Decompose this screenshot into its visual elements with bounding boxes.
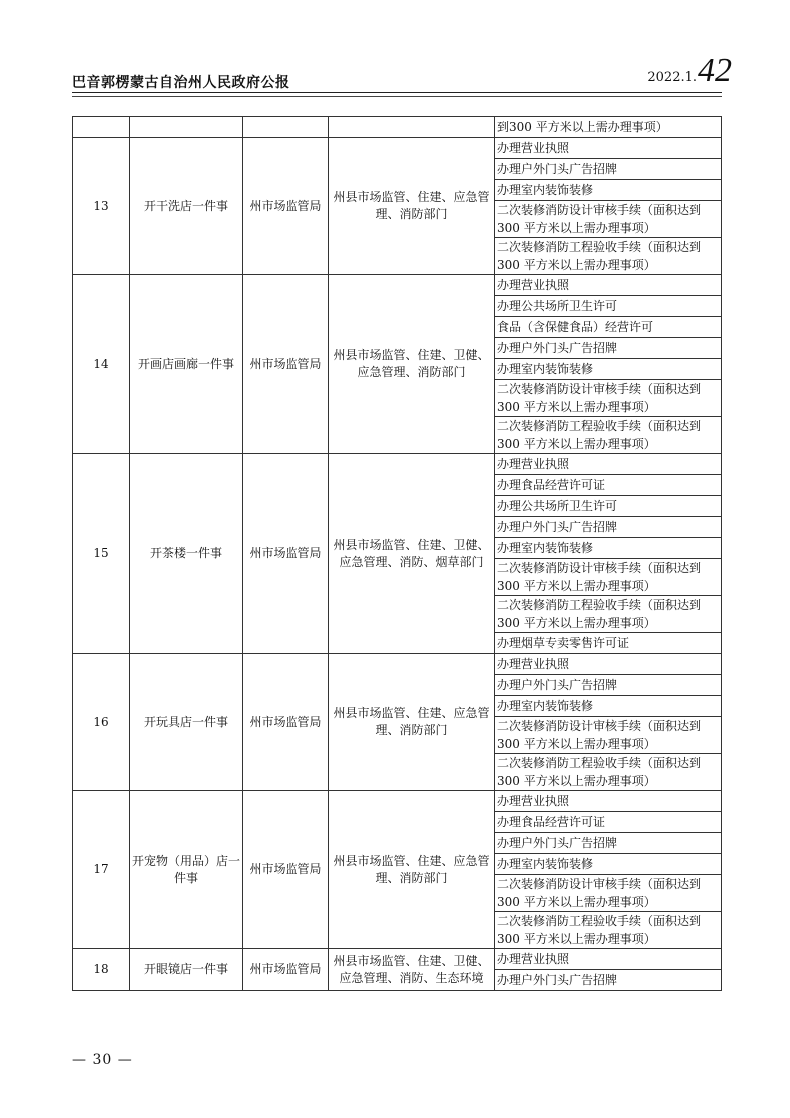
sub-item: 办理室内装饰装修 <box>495 696 722 717</box>
sub-item: 二次装修消防工程验收手续（面积达到300 平方米以上需办理事项） <box>495 417 722 454</box>
matter-name: 开干洗店一件事 <box>130 138 243 275</box>
row-number: 14 <box>73 275 130 454</box>
table-body <box>73 117 722 991</box>
lead-department: 州市场监管局 <box>243 275 329 454</box>
sub-item: 食品（含保健食品）经营许可 <box>495 317 722 338</box>
cooperating-departments: 州县市场监管、住建、应急管理、消防部门 <box>329 654 495 791</box>
header-rule <box>72 92 722 93</box>
issue-info <box>647 54 732 88</box>
matters-table <box>72 116 722 991</box>
matter-name: 开眼镜店一件事 <box>130 949 243 991</box>
sub-item: 办理食品经营许可证 <box>495 812 722 833</box>
sub-item: 二次装修消防设计审核手续（面积达到300 平方米以上需办理事项） <box>495 380 722 417</box>
cooperating-departments: 州县市场监管、住建、应急管理、消防部门 <box>329 138 495 275</box>
matter-name: 开画店画廊一件事 <box>130 275 243 454</box>
table-row <box>73 654 722 675</box>
table-row <box>73 275 722 296</box>
table-row <box>73 454 722 475</box>
lead-department: 州市场监管局 <box>243 454 329 654</box>
sub-item: 办理户外门头广告招牌 <box>495 517 722 538</box>
sub-item: 办理户外门头广告招牌 <box>495 833 722 854</box>
sub-item: 办理营业执照 <box>495 791 722 812</box>
sub-item: 二次装修消防设计审核手续（面积达到300 平方米以上需办理事项） <box>495 201 722 238</box>
sub-item: 二次装修消防工程验收手续（面积达到300 平方米以上需办理事项） <box>495 238 722 275</box>
sub-item: 办理营业执照 <box>495 654 722 675</box>
matter-name: 开茶楼一件事 <box>130 454 243 654</box>
sub-item: 二次装修消防设计审核手续（面积达到300 平方米以上需办理事项） <box>495 717 722 754</box>
cooperating-departments: 州县市场监管、住建、应急管理、消防部门 <box>329 791 495 949</box>
matter-name <box>130 117 243 138</box>
table-row <box>73 138 722 159</box>
lead-department: 州市场监管局 <box>243 654 329 791</box>
row-number: 17 <box>73 791 130 949</box>
page-number: — 30 — <box>72 1052 133 1068</box>
sub-item: 办理公共场所卫生许可 <box>495 296 722 317</box>
lead-department <box>243 117 329 138</box>
sub-item: 办理营业执照 <box>495 138 722 159</box>
row-number: 13 <box>73 138 130 275</box>
sub-item: 二次装修消防工程验收手续（面积达到300 平方米以上需办理事项） <box>495 596 722 633</box>
cooperating-departments <box>329 117 495 138</box>
lead-department: 州市场监管局 <box>243 138 329 275</box>
sub-item: 办理营业执照 <box>495 275 722 296</box>
row-number: 16 <box>73 654 130 791</box>
sub-item: 二次装修消防设计审核手续（面积达到300 平方米以上需办理事项） <box>495 875 722 912</box>
table-row <box>73 949 722 970</box>
sub-item: 办理户外门头广告招牌 <box>495 970 722 991</box>
cooperating-departments: 州县市场监管、住建、卫健、应急管理、消防、生态环境 <box>329 949 495 991</box>
header-rule-thin <box>72 96 722 97</box>
sub-item: 二次装修消防设计审核手续（面积达到300 平方米以上需办理事项） <box>495 559 722 596</box>
sub-item: 到300 平方米以上需办理事项） <box>495 117 722 138</box>
sub-item: 办理营业执照 <box>495 454 722 475</box>
sub-item: 办理户外门头广告招牌 <box>495 675 722 696</box>
issue-date: 2022.1. <box>647 70 697 85</box>
sub-item: 办理室内装饰装修 <box>495 854 722 875</box>
sub-item: 办理室内装饰装修 <box>495 180 722 201</box>
sub-item: 办理营业执照 <box>495 949 722 970</box>
row-number: 18 <box>73 949 130 991</box>
sub-item: 办理食品经营许可证 <box>495 475 722 496</box>
lead-department: 州市场监管局 <box>243 949 329 991</box>
row-number: 15 <box>73 454 130 654</box>
journal-title: 巴音郭楞蒙古自治州人民政府公报 <box>72 75 290 91</box>
row-number <box>73 117 130 138</box>
table-row <box>73 117 722 138</box>
lead-department: 州市场监管局 <box>243 791 329 949</box>
matter-name: 开玩具店一件事 <box>130 654 243 791</box>
sub-item: 办理烟草专卖零售许可证 <box>495 633 722 654</box>
table-row <box>73 791 722 812</box>
matter-name: 开宠物（用品）店一件事 <box>130 791 243 949</box>
cooperating-departments: 州县市场监管、住建、卫健、应急管理、消防部门 <box>329 275 495 454</box>
cooperating-departments: 州县市场监管、住建、卫健、应急管理、消防、烟草部门 <box>329 454 495 654</box>
sub-item: 办理户外门头广告招牌 <box>495 338 722 359</box>
sub-item: 二次装修消防工程验收手续（面积达到300 平方米以上需办理事项） <box>495 754 722 791</box>
sub-item: 办理公共场所卫生许可 <box>495 496 722 517</box>
issue-number: 42 <box>698 52 732 89</box>
sub-item: 办理室内装饰装修 <box>495 359 722 380</box>
sub-item: 办理室内装饰装修 <box>495 538 722 559</box>
sub-item: 办理户外门头广告招牌 <box>495 159 722 180</box>
sub-item: 二次装修消防工程验收手续（面积达到300 平方米以上需办理事项） <box>495 912 722 949</box>
